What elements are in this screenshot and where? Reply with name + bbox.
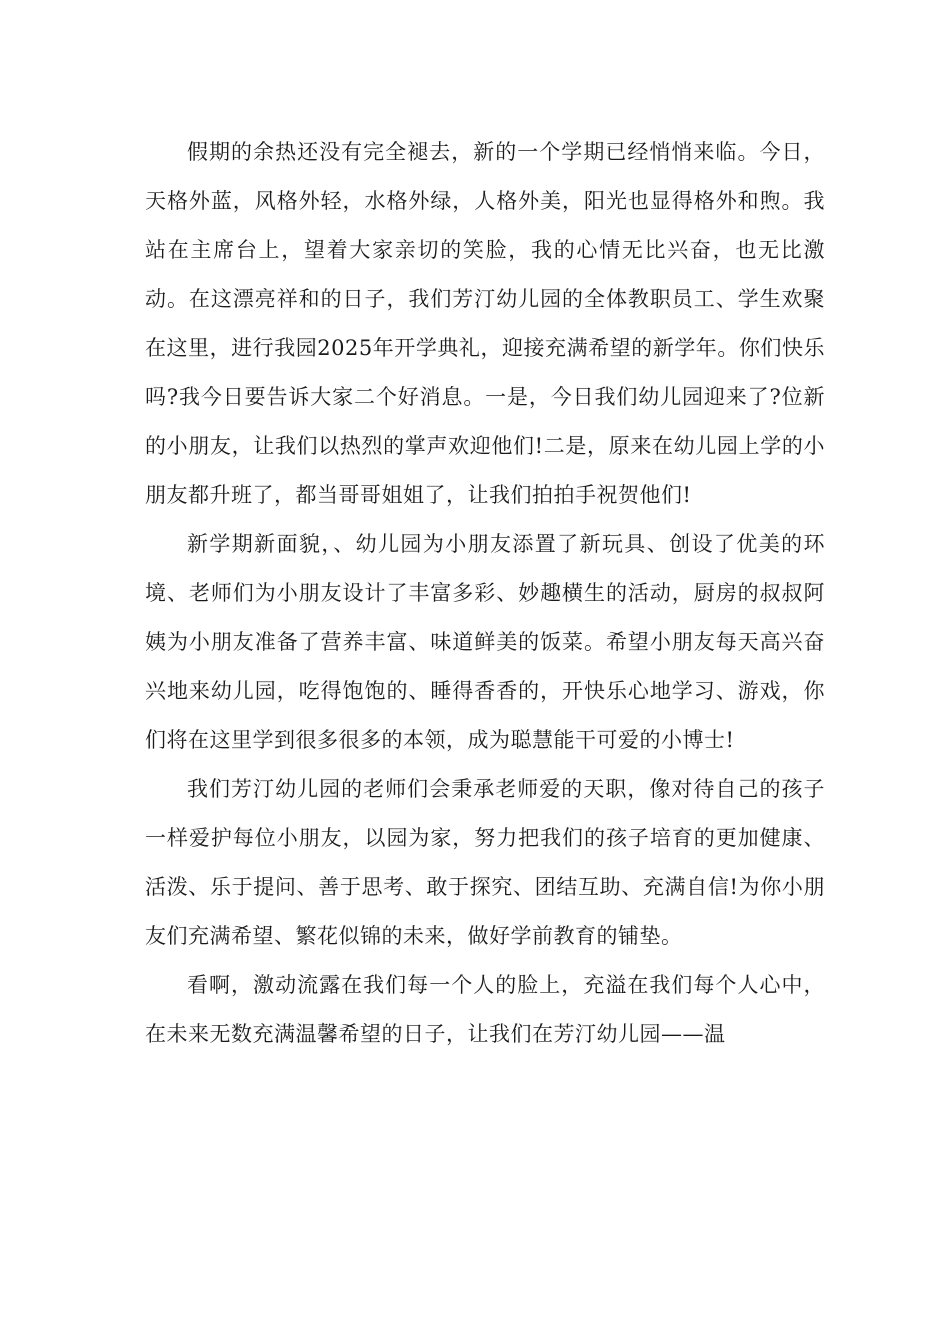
- paragraph-3: 我们芳汀幼儿园的老师们会秉承老师爱的天职，像对待自己的孩子一样爱护每位小朋友，以园为家，努力把我们的孩子培育的更加健康、活泼、乐于提问、善于思考、敢于探究、团结互助、充满自信!为你小朋友们充满希望、繁花似锦的未来，做好学前教育的铺垫。: [145, 777, 825, 948]
- paragraph-1: 假期的余热还没有完全褪去，新的一个学期已经悄悄来临。今日，天格外蓝，风格外轻，水格外绿，人格外美，阳光也显得格外和煦。我站在主席台上，望着大家亲切的笑脸，我的心情无比兴奋，也无比激动。在这漂亮祥和的日子，我们芳汀幼儿园的全体教职员工、学生欢聚在这里，进行我园2025年开学典礼，迎接充满希望的新学年。你们快乐吗?我今日要告诉大家二个好消息。一是，今日我们幼儿园迎来了?位新的小朋友，让我们以热烈的掌声欢迎他们!二是，原来在幼儿园上学的小朋友都升班了，都当哥哥姐姐了，让我们拍拍手祝贺他们!: [145, 140, 825, 507]
- document-body: [145, 128, 825, 1059]
- paragraph-2: 新学期新面貌，、幼儿园为小朋友添置了新玩具、创设了优美的环境、老师们为小朋友设计了丰富多彩、妙趣横生的活动，厨房的叔叔阿姨为小朋友准备了营养丰富、味道鲜美的饭菜。希望小朋友每天高兴奋兴地来幼儿园，吃得饱饱的、睡得香香的，开快乐心地学习、游戏，你们将在这里学到很多很多的本领，成为聪慧能干可爱的小博士!: [145, 532, 825, 752]
- paragraph-4: 看啊，激动流露在我们每一个人的脸上，充溢在我们每个人心中，在未来无数充满温馨希望的日子，让我们在芳汀幼儿园——温: [145, 973, 825, 1046]
